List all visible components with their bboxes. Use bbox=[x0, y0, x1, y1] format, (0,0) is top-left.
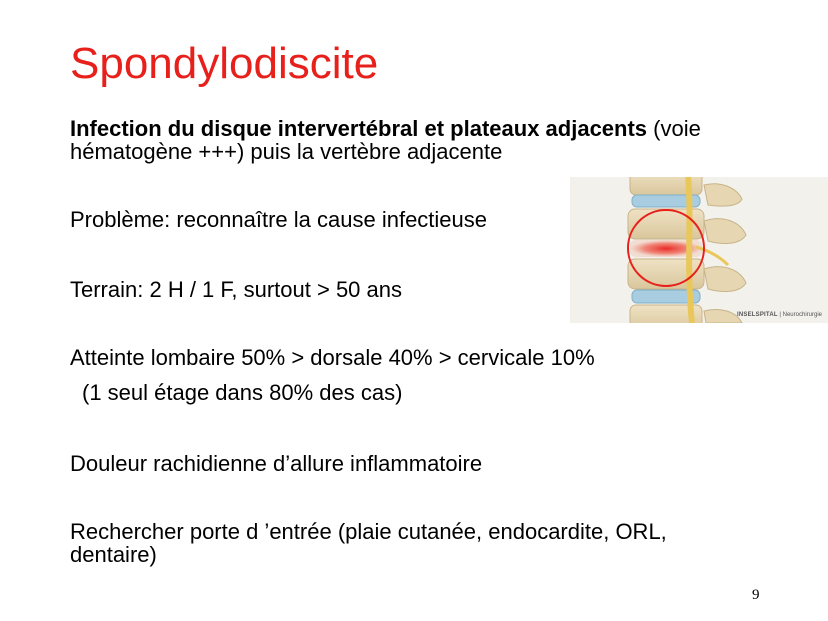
credit-brand: INSELSPITAL bbox=[736, 312, 778, 318]
atteinte-text: Atteinte lombaire 50% > dorsale 40% > cervicale 10% bbox=[70, 345, 595, 370]
intro-line-2: hématogène +++) puis la vertèbre adjacente bbox=[70, 139, 503, 164]
credit-dept: Neurochirurgie bbox=[782, 312, 822, 318]
rechercher-line-1: Rechercher porte d ’entrée (plaie cutanée, endocardite, ORL, bbox=[70, 519, 667, 544]
illustration-credit bbox=[737, 312, 822, 319]
intro-rest: (voie bbox=[647, 116, 701, 141]
intro-line-1 bbox=[70, 117, 701, 141]
slide-title: Spondylodiscite bbox=[70, 39, 379, 88]
credit-separator: | bbox=[779, 312, 781, 318]
terrain-text: Terrain: 2 H / 1 F, surtout > 50 ans bbox=[70, 277, 402, 302]
spine-segment-icon bbox=[570, 177, 828, 323]
rechercher-line-2: dentaire) bbox=[70, 542, 157, 567]
atteinte-note: (1 seul étage dans 80% des cas) bbox=[82, 380, 403, 405]
douleur-text: Douleur rachidienne d’allure inflammatoire bbox=[70, 451, 483, 476]
spine-illustration bbox=[570, 177, 828, 323]
page-number: 9 bbox=[752, 587, 760, 603]
intro-bold: Infection du disque intervertébral et plateaux adjacents bbox=[70, 116, 648, 141]
probleme-text: Problème: reconnaître la cause infectieuse bbox=[70, 207, 488, 232]
